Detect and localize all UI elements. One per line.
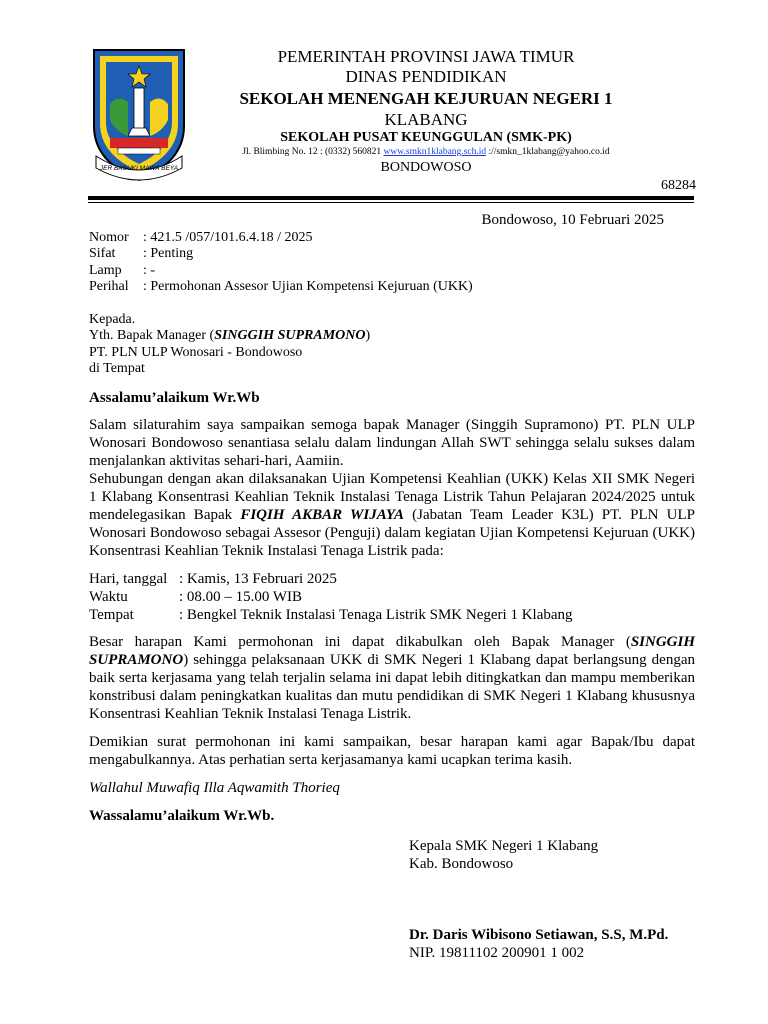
closing-phrase: Wallahul Muwafiq Illa Aqwamith Thorieq <box>89 780 340 796</box>
kop-school-name: SEKOLAH MENENGAH KEJURUAN NEGERI 1 <box>239 89 613 108</box>
hope-text-b: ) sehingga pelaksanaan UKK di SMK Negeri 1 Klabang dapat berlangsung dengan baik serta kerjasama yang telah terjalin selama ini dapat lebih ditingkatkan dan mampu memberikan konstribusi dalam peningkatkan kualitas dan mutu pendidikan di SMK Negeri 1 Klabang khususnya Konsentrasi Keahlian Teknik Instalasi Tenaga Listrik. <box>89 652 695 722</box>
recipient-close: ) <box>365 328 371 343</box>
recipient-place: di Tempat <box>89 361 145 376</box>
delegation-text-a: Sehubungan dengan akan dilaksanakan Ujian Kompetensi Keahlian (UKK) Kelas XII SMK Negeri 1 Klabang Konsentrasi Keahlian Teknik Instalasi Tenaga Listrik Tahun Pelajaran 2024/2025 untuk mendelegasikan Bapak <box>89 471 695 523</box>
recipient-name: SINGGIH SUPRAMONO <box>214 328 366 343</box>
recipient-yth: Yth. Bapak Manager ( <box>89 328 215 343</box>
east-java-emblem-logo <box>88 44 190 184</box>
kop-department: DINAS PENDIDIKAN <box>345 67 507 86</box>
signature-title-2: Kab. Bondowoso <box>409 856 514 872</box>
meta-row-attachment <box>89 262 155 279</box>
phone-text: : (0332) 560821 <box>319 147 382 157</box>
schedule-key: Tempat <box>89 607 134 623</box>
closing-salutation: Wassalamu’alaikum Wr.Wb. <box>89 808 275 824</box>
signature-nip: NIP. 19811102 200901 1 002 <box>409 945 585 961</box>
kop-school-location: KLABANG <box>384 110 468 129</box>
kop-postal-code: 68284 <box>661 178 696 193</box>
website-link[interactable]: www.smkn1klabang.sch.id <box>383 147 487 157</box>
kop-government: PEMERINTAH PROVINSI JAWA TIMUR <box>277 47 575 66</box>
schedule-value: : 08.00 – 15.00 WIB <box>179 589 303 605</box>
meta-value: : Penting <box>143 246 194 261</box>
recipient-label: Kepada. <box>89 312 136 327</box>
schedule-key: Waktu <box>89 589 128 605</box>
schedule-key: Hari, tanggal <box>89 571 168 587</box>
paragraph-hope <box>89 633 695 723</box>
recipient-organization: PT. PLN ULP Wonosari - Bondowoso <box>89 345 303 360</box>
recipient-line <box>89 327 370 344</box>
delegation-text-b: (Jabatan Team Leader K3L) PT. PLN ULP Wonosari Bondowoso sebagai Assesor (Penguji) dalam kegiatan Ujian Kompetensi Kejuruan (UKK) Konsentrasi Keahlian Teknik Instalasi Tenaga Listrik pada: <box>89 507 695 559</box>
letterhead-thick-rule <box>88 196 694 200</box>
kop-city: BONDOWOSO <box>380 160 472 175</box>
meta-value: : Permohonan Assesor Ujian Kompetensi Kejuruan (UKK) <box>143 279 473 294</box>
meta-row-subject <box>89 278 473 295</box>
letter-date: Bondowoso, 10 Februari 2025 <box>481 212 664 228</box>
meta-key: Nomor <box>89 230 129 245</box>
hope-text-a: Besar harapan Kami permohonan ini dapat dikabulkan oleh Bapak Manager ( <box>89 634 631 650</box>
kop-school-tagline: SEKOLAH PUSAT KEUNGGULAN (SMK-PK) <box>280 130 572 145</box>
hope-recipient-name: SINGGIH SUPRAMONO <box>89 634 695 668</box>
schedule-row-date <box>89 570 337 588</box>
meta-key: Perihal <box>89 279 129 294</box>
delegate-name: FIQIH AKBAR WIJAYA <box>240 507 404 523</box>
meta-value: : - <box>143 263 156 278</box>
letterhead-thin-rule <box>88 202 694 203</box>
paragraph-delegation <box>89 470 695 560</box>
address-text: Jl. Blimbing No. 12 <box>242 147 318 157</box>
email-text: ://smkn_1klabang@yahoo.co.id <box>488 147 610 157</box>
logo-motto-text: JER BASUKI MAWA BEYA <box>99 165 179 172</box>
kop-contact-line <box>196 146 656 158</box>
signature-title-1: Kepala SMK Negeri 1 Klabang <box>409 838 599 854</box>
meta-value: : 421.5 /057/101.6.4.18 / 2025 <box>143 230 313 245</box>
schedule-row-time <box>89 588 302 606</box>
greeting: Assalamu’alaikum Wr.Wb <box>89 390 260 406</box>
schedule-row-place <box>89 606 573 624</box>
schedule-value: : Kamis, 13 Februari 2025 <box>179 571 337 587</box>
meta-row-number <box>89 229 313 246</box>
signature-name: Dr. Daris Wibisono Setiawan, S.S, M.Pd. <box>409 927 669 943</box>
meta-key: Sifat <box>89 246 116 261</box>
paragraph-opening: Salam silaturahim saya sampaikan semoga bapak Manager (Singgih Supramono) PT. PLN ULP Wonosari Bondowoso senantiasa selalu dalam lindungan Allah SWT sehingga selalu sukses dalam menjalankan aktivitas sehari-hari, Aamiin. <box>89 417 695 469</box>
meta-key: Lamp <box>89 263 122 278</box>
paragraph-closing: Demikian surat permohonan ini kami sampaikan, besar harapan kami agar Bapak/Ibu dapat mengabulkannya. Atas perhatian serta kerjasamanya kami ucapkan terima kasih. <box>89 734 695 768</box>
schedule-value: : Bengkel Teknik Instalasi Tenaga Listrik SMK Negeri 1 Klabang <box>179 607 573 623</box>
meta-row-nature <box>89 245 193 262</box>
